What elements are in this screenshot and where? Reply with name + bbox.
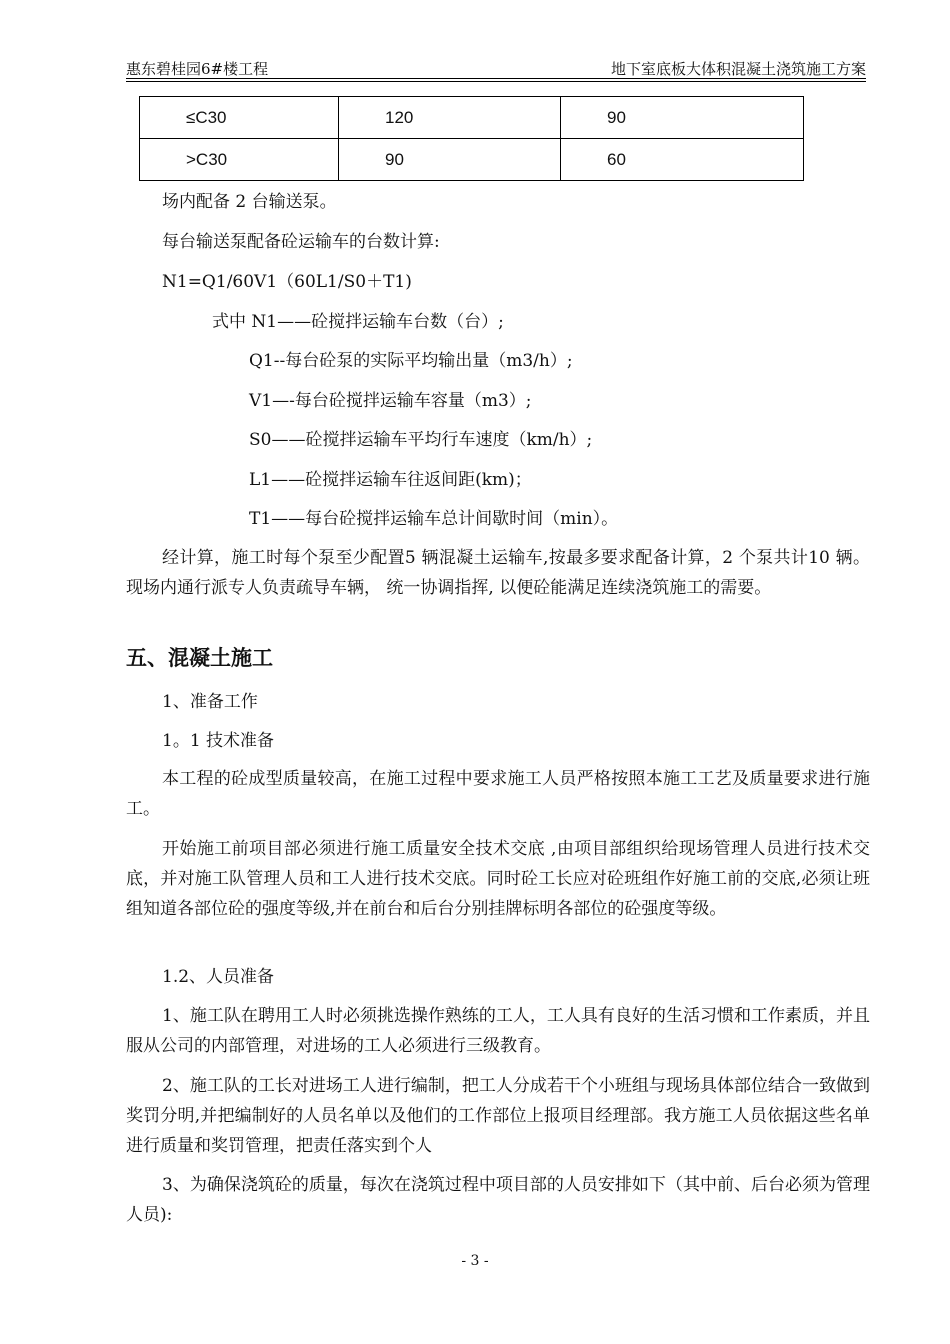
formula-def-l1: L1——砼搅拌运输车往返间距(km)；	[249, 470, 532, 490]
table-row	[140, 139, 804, 181]
table-cell: >C30	[140, 139, 339, 181]
personnel-paragraph-1: 1、施工队在聘用工人时必须挑选操作熟练的工人，工人具有良好的生活习惯和工作素质，并且服从公司的内部管理，对进场的工人必须进行三级教育。	[126, 1006, 870, 1056]
page-header	[126, 56, 866, 79]
subheading-technical: 1。1 技术准备	[162, 731, 275, 751]
pump-count-line: 场内配备 2 台输送泵。	[162, 192, 337, 212]
page-number: - 3 -	[461, 1253, 489, 1269]
header-project-name: 惠东碧桂园6#楼工程	[126, 60, 269, 78]
header-document-title: 地下室底板大体积混凝土浇筑施工方案	[610, 60, 866, 78]
header-divider	[126, 81, 866, 82]
technical-paragraph-1: 本工程的砼成型质量较高，在施工过程中要求施工人员严格按照本施工工艺及质量要求进行施工。	[126, 769, 870, 819]
table-cell: 60	[561, 139, 804, 181]
grade-time-table	[139, 96, 804, 181]
subheading-personnel: 1.2、人员准备	[162, 967, 275, 987]
calc-result-paragraph: 经计算，施工时每个泵至少配置5 辆混凝土运输车,按最多要求配备计算，2 个泵共计10 辆。现场内通行派专人负责疏导车辆， 统一协调指挥, 以便砼能满足连续浇筑施工的需要。	[126, 548, 870, 598]
calc-intro-line: 每台输送泵配备砼运输车的台数计算:	[162, 232, 440, 252]
table-cell: 90	[339, 139, 561, 181]
formula-line: N1=Q1/60V1（60L1/S0＋T1)	[162, 272, 412, 292]
section-heading: 五、混凝土施工	[126, 646, 273, 670]
table-cell: 120	[339, 97, 561, 139]
formula-def-s0: S0——砼搅拌运输车平均行车速度（km/h）;	[249, 430, 593, 450]
formula-def-v1: V1—-每台砼搅拌运输车容量（m3）;	[249, 391, 532, 411]
table-row	[140, 97, 804, 139]
technical-paragraph-2: 开始施工前项目部必须进行施工质量安全技术交底 ,由项目部组织给现场管理人员进行技术交底，并对施工队管理人员和工人进行技术交底。同时砼工长应对砼班组作好施工前的交底,必须让班组知道各部位砼的强度等级,并在前台和后台分别挂牌标明各部位的砼强度等级。	[126, 839, 870, 919]
subheading-preparation: 1、准备工作	[162, 692, 258, 712]
formula-def-q1: Q1--每台砼泵的实际平均输出量（m3/h）;	[249, 351, 573, 371]
personnel-paragraph-2: 2、施工队的工长对进场工人进行编制，把工人分成若干个小班组与现场具体部位结合一致做到奖罚分明,并把编制好的人员名单以及他们的工作部位上报项目经理部。我方施工人员依据这些名单进行质量和奖罚管理，把责任落实到个人	[126, 1076, 870, 1156]
table-cell: ≤C30	[140, 97, 339, 139]
formula-def-t1: T1——每台砼搅拌运输车总计间歇时间（min）。	[249, 509, 619, 529]
formula-def-n1: 式中 N1——砼搅拌运输车台数（台）;	[212, 312, 504, 332]
personnel-paragraph-3: 3、为确保浇筑砼的质量，每次在浇筑过程中项目部的人员安排如下（其中前、后台必须为管理人员):	[126, 1175, 870, 1225]
table-cell: 90	[561, 97, 804, 139]
